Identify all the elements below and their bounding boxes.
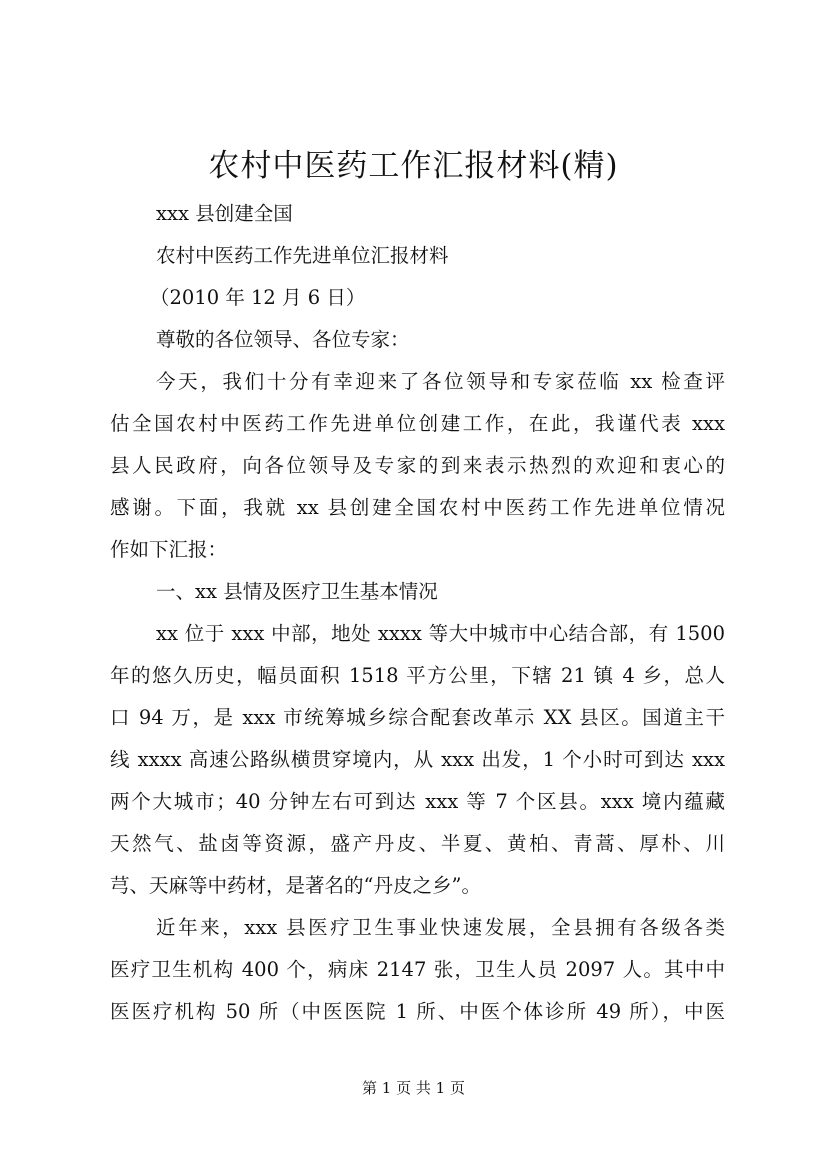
- paragraph-line: 估全国农村中医药工作先进单位创建工作，在此，我谨代表 xxx: [110, 412, 725, 435]
- paragraph-line: 医疗卫生机构 400 个，病床 2147 张，卫生人员 2097 人。其中中: [110, 958, 725, 981]
- date-line: （2010 年 12 月 6 日）: [150, 286, 366, 309]
- page-footer: 第 1 页 共 1 页: [362, 1079, 465, 1097]
- document-title: 农村中医药工作汇报材料(精): [208, 148, 619, 184]
- heading-line-1: xxx 县创建全国: [156, 202, 293, 225]
- paragraph-line: 作如下汇报：: [110, 538, 228, 561]
- heading-line-2: 农村中医药工作先进单位汇报材料: [156, 244, 449, 267]
- paragraph-line: xx 位于 xxx 中部，地处 xxxx 等大中城市中心结合部，有 1500: [156, 622, 725, 645]
- section-heading: 一、xx 县情及医疗卫生基本情况: [156, 580, 438, 603]
- paragraph-line: 医医疗机构 50 所（中医医院 1 所、中医个体诊所 49 所），中医: [110, 1000, 725, 1023]
- paragraph-line: 近年来，xxx 县医疗卫生事业快速发展，全县拥有各级各类: [156, 916, 725, 939]
- paragraph-line: 两个大城市；40 分钟左右可到达 xxx 等 7 个区县。xxx 境内蕴藏: [110, 790, 725, 813]
- paragraph-line: 年的悠久历史，幅员面积 1518 平方公里，下辖 21 镇 4 乡，总人: [110, 664, 725, 687]
- paragraph-line: 感谢。下面，我就 xx 县创建全国农村中医药工作先进单位情况: [110, 496, 725, 519]
- paragraph-line: 线 xxxx 高速公路纵横贯穿境内，从 xxx 出发，1 个小时可到达 xxx: [110, 748, 725, 771]
- paragraph-line: 芎、天麻等中药材，是著名的“丹皮之乡”。: [110, 874, 481, 897]
- paragraph-line: 今天，我们十分有幸迎来了各位领导和专家莅临 xx 检查评: [156, 370, 725, 393]
- paragraph-line: 天然气、盐卤等资源，盛产丹皮、半夏、黄柏、青蒿、厚朴、川: [110, 832, 725, 855]
- paragraph-line: 口 94 万，是 xxx 市统筹城乡综合配套改革示 XX 县区。国道主干: [110, 706, 725, 729]
- paragraph-line: 县人民政府，向各位领导及专家的到来表示热烈的欢迎和衷心的: [110, 454, 725, 477]
- salutation: 尊敬的各位领导、各位专家：: [156, 328, 410, 351]
